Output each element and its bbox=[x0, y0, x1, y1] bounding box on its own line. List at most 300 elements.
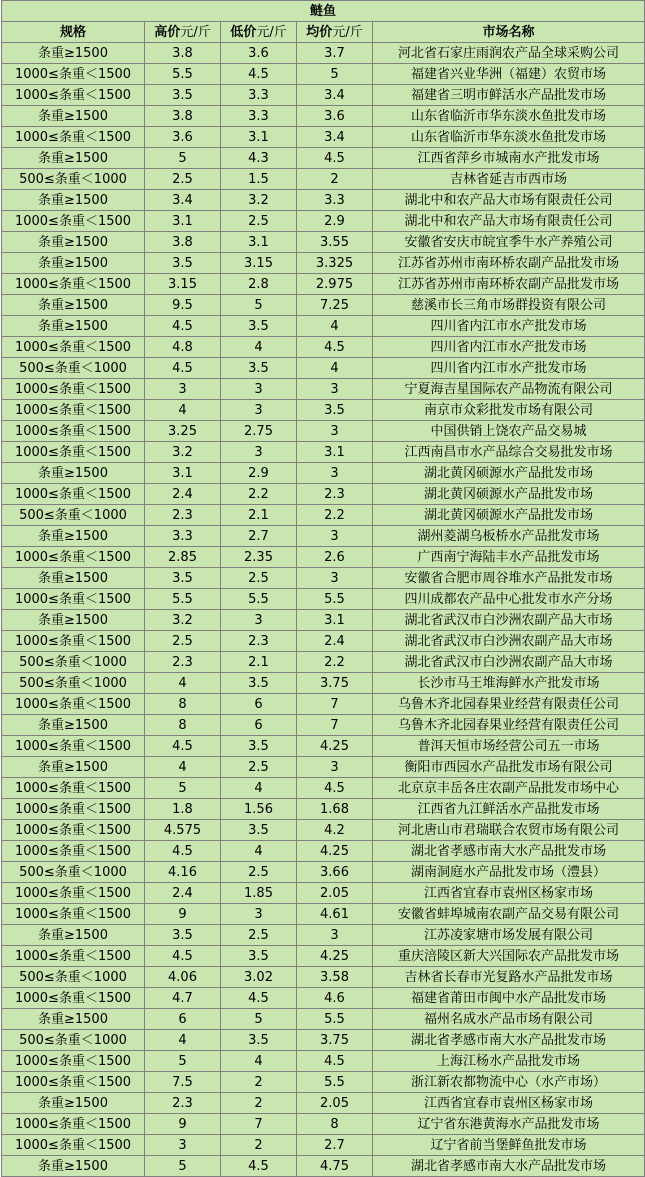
avg-price-cell: 3.3 bbox=[297, 190, 373, 211]
market-cell: 江西省宜春市袁州区杨家市场 bbox=[373, 1093, 645, 1114]
low-price-cell: 3 bbox=[221, 904, 297, 925]
high-price-cell: 5 bbox=[145, 778, 221, 799]
table-row bbox=[2, 589, 645, 610]
high-price-cell: 6 bbox=[145, 1009, 221, 1030]
table-row bbox=[2, 736, 645, 757]
market-cell: 湖北中和农产品大市场有限责任公司 bbox=[373, 211, 645, 232]
spec-cell: 1000≤条重＜1500 bbox=[2, 589, 145, 610]
spec-cell: 1000≤条重＜1500 bbox=[2, 1051, 145, 1072]
low-price-cell: 4.5 bbox=[221, 64, 297, 85]
low-price-cell: 5.5 bbox=[221, 589, 297, 610]
low-price-cell: 3.1 bbox=[221, 232, 297, 253]
low-price-cell: 2.9 bbox=[221, 463, 297, 484]
spec-cell: 1000≤条重＜1500 bbox=[2, 631, 145, 652]
high-price-cell: 3.8 bbox=[145, 106, 221, 127]
market-cell: 山东省临沂市华东淡水鱼批发市场 bbox=[373, 106, 645, 127]
market-cell: 湖州菱湖乌板桥水产品批发市场 bbox=[373, 526, 645, 547]
low-price-cell: 3.5 bbox=[221, 358, 297, 379]
high-price-cell: 4 bbox=[145, 757, 221, 778]
low-price-cell: 1.5 bbox=[221, 169, 297, 190]
high-price-cell: 8 bbox=[145, 715, 221, 736]
low-price-cell: 2.5 bbox=[221, 757, 297, 778]
market-cell: 衡阳市西园水产品批发市场有限公司 bbox=[373, 757, 645, 778]
table-row bbox=[2, 862, 645, 883]
high-price-cell: 4 bbox=[145, 400, 221, 421]
high-price-cell: 2.4 bbox=[145, 883, 221, 904]
low-price-cell: 2.8 bbox=[221, 274, 297, 295]
table-row bbox=[2, 253, 645, 274]
market-cell: 福州名成水产品市场有限公司 bbox=[373, 1009, 645, 1030]
low-price-cell: 2.5 bbox=[221, 862, 297, 883]
avg-price-cell: 2.4 bbox=[297, 631, 373, 652]
market-cell: 辽宁省东港黄海水产品批发市场 bbox=[373, 1114, 645, 1135]
table-row bbox=[2, 799, 645, 820]
market-cell: 安徽省蚌埠城南农副产品交易有限公司 bbox=[373, 904, 645, 925]
header-spec-label: 规格 bbox=[59, 24, 86, 40]
high-price-cell: 9 bbox=[145, 904, 221, 925]
table-row bbox=[2, 820, 645, 841]
low-price-cell: 2.7 bbox=[221, 526, 297, 547]
avg-price-cell: 3.75 bbox=[297, 673, 373, 694]
low-price-cell: 3 bbox=[221, 442, 297, 463]
header-high-price bbox=[145, 22, 221, 43]
low-price-cell: 2 bbox=[221, 1072, 297, 1093]
market-cell: 江西省宜春市袁州区杨家市场 bbox=[373, 883, 645, 904]
spec-cell: 条重≥1500 bbox=[2, 1156, 145, 1177]
high-price-cell: 4.8 bbox=[145, 337, 221, 358]
low-price-cell: 3.3 bbox=[221, 85, 297, 106]
avg-price-cell: 4.6 bbox=[297, 988, 373, 1009]
high-price-cell: 3.2 bbox=[145, 610, 221, 631]
table-row bbox=[2, 463, 645, 484]
high-price-cell: 9.5 bbox=[145, 295, 221, 316]
avg-price-cell: 2 bbox=[297, 169, 373, 190]
avg-price-cell: 2.05 bbox=[297, 883, 373, 904]
spec-cell: 条重≥1500 bbox=[2, 148, 145, 169]
avg-price-cell: 3 bbox=[297, 379, 373, 400]
avg-price-cell: 4.25 bbox=[297, 841, 373, 862]
market-cell: 吉林省长春市光复路水产品批发市场 bbox=[373, 967, 645, 988]
high-price-cell: 4.5 bbox=[145, 358, 221, 379]
high-price-cell: 5 bbox=[145, 1156, 221, 1177]
spec-cell: 1000≤条重＜1500 bbox=[2, 904, 145, 925]
spec-cell: 1000≤条重＜1500 bbox=[2, 1135, 145, 1156]
high-price-cell: 3.4 bbox=[145, 190, 221, 211]
table-row bbox=[2, 694, 645, 715]
market-cell: 山东省临沂市华东淡水鱼批发市场 bbox=[373, 127, 645, 148]
header-row bbox=[2, 22, 645, 43]
spec-cell: 条重≥1500 bbox=[2, 610, 145, 631]
spec-cell: 1000≤条重＜1500 bbox=[2, 988, 145, 1009]
table-row bbox=[2, 1030, 645, 1051]
market-cell: 慈溪市长三角市场群投资有限公司 bbox=[373, 295, 645, 316]
avg-price-cell: 5 bbox=[297, 64, 373, 85]
market-cell: 湖北省武汉市白沙洲农副产品大市场 bbox=[373, 610, 645, 631]
table-row bbox=[2, 547, 645, 568]
market-cell: 广西南宁海陆丰水产品批发市场 bbox=[373, 547, 645, 568]
low-price-cell: 3.5 bbox=[221, 820, 297, 841]
low-price-cell: 6 bbox=[221, 694, 297, 715]
table-row bbox=[2, 610, 645, 631]
low-price-cell: 4.5 bbox=[221, 988, 297, 1009]
market-cell: 湖北省孝感市南大水产品批发市场 bbox=[373, 1156, 645, 1177]
table-row bbox=[2, 43, 645, 64]
high-price-cell: 3.5 bbox=[145, 925, 221, 946]
market-cell: 辽宁省前当堡鲜鱼批发市场 bbox=[373, 1135, 645, 1156]
market-cell: 安徽省合肥市周谷堆水产品批发市场 bbox=[373, 568, 645, 589]
high-price-cell: 3.1 bbox=[145, 463, 221, 484]
table-row bbox=[2, 526, 645, 547]
table-row bbox=[2, 64, 645, 85]
market-cell: 吉林省延吉市西市场 bbox=[373, 169, 645, 190]
title-row bbox=[2, 1, 645, 22]
market-cell: 湖北黄冈硕源水产品批发市场 bbox=[373, 505, 645, 526]
high-price-cell: 5.5 bbox=[145, 589, 221, 610]
market-cell: 湖北省孝感市南大水产品批发市场 bbox=[373, 841, 645, 862]
low-price-cell: 2.2 bbox=[221, 484, 297, 505]
low-price-cell: 3.3 bbox=[221, 106, 297, 127]
header-avg-label: 均价 bbox=[306, 24, 333, 40]
low-price-cell: 4 bbox=[221, 841, 297, 862]
avg-price-cell: 4.5 bbox=[297, 148, 373, 169]
avg-price-cell: 3 bbox=[297, 757, 373, 778]
low-price-cell: 2.35 bbox=[221, 547, 297, 568]
high-price-cell: 4.5 bbox=[145, 946, 221, 967]
low-price-cell: 3.5 bbox=[221, 1030, 297, 1051]
high-price-cell: 3.5 bbox=[145, 253, 221, 274]
avg-price-cell: 3.75 bbox=[297, 1030, 373, 1051]
price-table bbox=[1, 0, 645, 1177]
table-row bbox=[2, 127, 645, 148]
high-price-cell: 3.5 bbox=[145, 85, 221, 106]
avg-price-cell: 2.6 bbox=[297, 547, 373, 568]
spec-cell: 1000≤条重＜1500 bbox=[2, 337, 145, 358]
table-row bbox=[2, 715, 645, 736]
low-price-cell: 2 bbox=[221, 1135, 297, 1156]
market-cell: 福建省三明市鲜活水产品批发市场 bbox=[373, 85, 645, 106]
spec-cell: 1000≤条重＜1500 bbox=[2, 64, 145, 85]
table-row bbox=[2, 652, 645, 673]
table-row bbox=[2, 1072, 645, 1093]
table-row bbox=[2, 295, 645, 316]
market-cell: 北京京丰岳各庄农副产品批发市场中心 bbox=[373, 778, 645, 799]
avg-price-cell: 8 bbox=[297, 1114, 373, 1135]
market-cell: 江西南昌市水产品综合交易批发市场 bbox=[373, 442, 645, 463]
high-price-cell: 4 bbox=[145, 673, 221, 694]
spec-cell: 条重≥1500 bbox=[2, 526, 145, 547]
avg-price-cell: 3.325 bbox=[297, 253, 373, 274]
avg-price-cell: 4.5 bbox=[297, 778, 373, 799]
low-price-cell: 2.1 bbox=[221, 505, 297, 526]
low-price-cell: 2.5 bbox=[221, 568, 297, 589]
avg-price-cell: 4 bbox=[297, 358, 373, 379]
market-cell: 湖北省武汉市白沙洲农副产品大市场 bbox=[373, 652, 645, 673]
header-market bbox=[373, 22, 645, 43]
market-cell: 四川省内江市水产批发市场 bbox=[373, 316, 645, 337]
table-row bbox=[2, 988, 645, 1009]
avg-price-cell: 5.5 bbox=[297, 1072, 373, 1093]
spec-cell: 1000≤条重＜1500 bbox=[2, 442, 145, 463]
table-row bbox=[2, 484, 645, 505]
high-price-cell: 3 bbox=[145, 379, 221, 400]
high-price-cell: 3 bbox=[145, 1135, 221, 1156]
spec-cell: 1000≤条重＜1500 bbox=[2, 778, 145, 799]
table-row bbox=[2, 673, 645, 694]
table-row bbox=[2, 883, 645, 904]
market-cell: 四川省内江市水产批发市场 bbox=[373, 337, 645, 358]
low-price-cell: 2 bbox=[221, 1093, 297, 1114]
spec-cell: 500≤条重＜1000 bbox=[2, 673, 145, 694]
spec-cell: 500≤条重＜1000 bbox=[2, 1030, 145, 1051]
table-row bbox=[2, 1093, 645, 1114]
high-price-cell: 4.7 bbox=[145, 988, 221, 1009]
high-price-cell: 3.3 bbox=[145, 526, 221, 547]
high-price-cell: 3.6 bbox=[145, 127, 221, 148]
table-row bbox=[2, 358, 645, 379]
spec-cell: 1000≤条重＜1500 bbox=[2, 211, 145, 232]
high-price-cell: 8 bbox=[145, 694, 221, 715]
market-cell: 江苏凌家塘市场发展有限公司 bbox=[373, 925, 645, 946]
low-price-cell: 3.6 bbox=[221, 43, 297, 64]
low-price-cell: 3.5 bbox=[221, 316, 297, 337]
spec-cell: 500≤条重＜1000 bbox=[2, 169, 145, 190]
high-price-cell: 2.4 bbox=[145, 484, 221, 505]
market-cell: 湖北中和农产品大市场有限责任公司 bbox=[373, 190, 645, 211]
spec-cell: 500≤条重＜1000 bbox=[2, 967, 145, 988]
table-row bbox=[2, 946, 645, 967]
market-cell: 南京市众彩批发市场有限公司 bbox=[373, 400, 645, 421]
market-cell: 湖北黄冈硕源水产品批发市场 bbox=[373, 463, 645, 484]
high-price-cell: 4.16 bbox=[145, 862, 221, 883]
avg-price-cell: 2.7 bbox=[297, 1135, 373, 1156]
market-cell: 宁夏海吉星国际农产品物流有限公司 bbox=[373, 379, 645, 400]
avg-price-cell: 3.7 bbox=[297, 43, 373, 64]
high-price-cell: 3.25 bbox=[145, 421, 221, 442]
high-price-cell: 3.8 bbox=[145, 43, 221, 64]
market-cell: 江苏省苏州市南环桥农副产品批发市场 bbox=[373, 253, 645, 274]
table-row bbox=[2, 148, 645, 169]
high-price-cell: 3.5 bbox=[145, 568, 221, 589]
high-price-cell: 2.3 bbox=[145, 505, 221, 526]
low-price-cell: 3 bbox=[221, 400, 297, 421]
market-cell: 湖北黄冈硕源水产品批发市场 bbox=[373, 484, 645, 505]
market-cell: 福建省兴业华洲（福建）农贸市场 bbox=[373, 64, 645, 85]
table-row bbox=[2, 337, 645, 358]
high-price-cell: 3.1 bbox=[145, 211, 221, 232]
spec-cell: 1000≤条重＜1500 bbox=[2, 799, 145, 820]
avg-price-cell: 4.75 bbox=[297, 1156, 373, 1177]
spec-cell: 条重≥1500 bbox=[2, 568, 145, 589]
high-price-cell: 5.5 bbox=[145, 64, 221, 85]
high-price-cell: 3.2 bbox=[145, 442, 221, 463]
low-price-cell: 4 bbox=[221, 778, 297, 799]
avg-price-cell: 3 bbox=[297, 568, 373, 589]
spec-cell: 500≤条重＜1000 bbox=[2, 652, 145, 673]
spec-cell: 1000≤条重＜1500 bbox=[2, 1072, 145, 1093]
table-row bbox=[2, 211, 645, 232]
table-title: 鲢鱼 bbox=[2, 1, 645, 22]
low-price-cell: 4 bbox=[221, 337, 297, 358]
spec-cell: 500≤条重＜1000 bbox=[2, 358, 145, 379]
market-cell: 四川成都农产品中心批发市水产分场 bbox=[373, 589, 645, 610]
low-price-cell: 3.5 bbox=[221, 736, 297, 757]
avg-price-cell: 4.2 bbox=[297, 820, 373, 841]
avg-price-cell: 4.61 bbox=[297, 904, 373, 925]
avg-price-cell: 2.2 bbox=[297, 505, 373, 526]
market-cell: 长沙市马王堆海鲜水产批发市场 bbox=[373, 673, 645, 694]
avg-price-cell: 5.5 bbox=[297, 1009, 373, 1030]
high-price-cell: 4 bbox=[145, 1030, 221, 1051]
spec-cell: 1000≤条重＜1500 bbox=[2, 127, 145, 148]
high-price-cell: 2.5 bbox=[145, 631, 221, 652]
avg-price-cell: 7 bbox=[297, 715, 373, 736]
avg-price-cell: 7.25 bbox=[297, 295, 373, 316]
table-row bbox=[2, 967, 645, 988]
high-price-cell: 5 bbox=[145, 148, 221, 169]
table-row bbox=[2, 841, 645, 862]
high-price-cell: 3.15 bbox=[145, 274, 221, 295]
market-cell: 乌鲁木齐北园春果业经营有限责任公司 bbox=[373, 694, 645, 715]
high-price-cell: 4.575 bbox=[145, 820, 221, 841]
spec-cell: 500≤条重＜1000 bbox=[2, 505, 145, 526]
header-low-label: 低价 bbox=[230, 24, 257, 40]
spec-cell: 条重≥1500 bbox=[2, 190, 145, 211]
table-row bbox=[2, 1051, 645, 1072]
avg-price-cell: 5.5 bbox=[297, 589, 373, 610]
spec-cell: 条重≥1500 bbox=[2, 1093, 145, 1114]
avg-price-cell: 3 bbox=[297, 526, 373, 547]
avg-price-cell: 2.9 bbox=[297, 211, 373, 232]
high-price-cell: 5 bbox=[145, 1051, 221, 1072]
low-price-cell: 4.3 bbox=[221, 148, 297, 169]
market-cell: 上海江杨水产品批发市场 bbox=[373, 1051, 645, 1072]
avg-price-cell: 2.2 bbox=[297, 652, 373, 673]
high-price-cell: 7.5 bbox=[145, 1072, 221, 1093]
table-row bbox=[2, 379, 645, 400]
table-row bbox=[2, 1009, 645, 1030]
spec-cell: 条重≥1500 bbox=[2, 295, 145, 316]
spec-cell: 1000≤条重＜1500 bbox=[2, 484, 145, 505]
table-body bbox=[2, 43, 645, 1177]
high-price-cell: 4.5 bbox=[145, 841, 221, 862]
avg-price-cell: 2.05 bbox=[297, 1093, 373, 1114]
avg-price-cell: 1.68 bbox=[297, 799, 373, 820]
table-row bbox=[2, 505, 645, 526]
low-price-cell: 3.5 bbox=[221, 673, 297, 694]
table-row bbox=[2, 757, 645, 778]
avg-price-cell: 7 bbox=[297, 694, 373, 715]
low-price-cell: 3.02 bbox=[221, 967, 297, 988]
table-row bbox=[2, 232, 645, 253]
low-price-cell: 1.85 bbox=[221, 883, 297, 904]
market-cell: 湖北省武汉市白沙洲农副产品大市场 bbox=[373, 631, 645, 652]
avg-price-cell: 3.58 bbox=[297, 967, 373, 988]
spec-cell: 1000≤条重＜1500 bbox=[2, 421, 145, 442]
market-cell: 江西省萍乡市城南水产批发市场 bbox=[373, 148, 645, 169]
market-cell: 河北唐山市君瑞联合农贸市场有限公司 bbox=[373, 820, 645, 841]
header-low-unit: 元/斤 bbox=[256, 24, 287, 40]
spec-cell: 500≤条重＜1000 bbox=[2, 862, 145, 883]
spec-cell: 1000≤条重＜1500 bbox=[2, 883, 145, 904]
header-market-label: 市场名称 bbox=[482, 24, 535, 40]
spec-cell: 条重≥1500 bbox=[2, 463, 145, 484]
table-row bbox=[2, 316, 645, 337]
avg-price-cell: 3.55 bbox=[297, 232, 373, 253]
high-price-cell: 2.3 bbox=[145, 652, 221, 673]
high-price-cell: 2.3 bbox=[145, 1093, 221, 1114]
avg-price-cell: 3.4 bbox=[297, 127, 373, 148]
market-cell: 江苏省苏州市南环桥农副产品批发市场 bbox=[373, 274, 645, 295]
table-row bbox=[2, 169, 645, 190]
market-cell: 湖南洞庭水产品批发市场（澧县） bbox=[373, 862, 645, 883]
avg-price-cell: 2.3 bbox=[297, 484, 373, 505]
table-row bbox=[2, 442, 645, 463]
avg-price-cell: 3.6 bbox=[297, 106, 373, 127]
avg-price-cell: 3.5 bbox=[297, 400, 373, 421]
low-price-cell: 3 bbox=[221, 610, 297, 631]
header-avg-price bbox=[297, 22, 373, 43]
avg-price-cell: 4.25 bbox=[297, 736, 373, 757]
avg-price-cell: 3.4 bbox=[297, 85, 373, 106]
market-cell: 普洱天恒市场经营公司五一市场 bbox=[373, 736, 645, 757]
table-row bbox=[2, 106, 645, 127]
spec-cell: 1000≤条重＜1500 bbox=[2, 946, 145, 967]
avg-price-cell: 4.5 bbox=[297, 337, 373, 358]
avg-price-cell: 3 bbox=[297, 421, 373, 442]
spec-cell: 条重≥1500 bbox=[2, 1009, 145, 1030]
spec-cell: 条重≥1500 bbox=[2, 43, 145, 64]
table-row bbox=[2, 1114, 645, 1135]
table-row bbox=[2, 1135, 645, 1156]
spec-cell: 条重≥1500 bbox=[2, 925, 145, 946]
spec-cell: 1000≤条重＜1500 bbox=[2, 547, 145, 568]
avg-price-cell: 3 bbox=[297, 925, 373, 946]
spec-cell: 1000≤条重＜1500 bbox=[2, 820, 145, 841]
table-row bbox=[2, 925, 645, 946]
low-price-cell: 3.1 bbox=[221, 127, 297, 148]
avg-price-cell: 3.66 bbox=[297, 862, 373, 883]
market-cell: 湖北省孝感市南大水产品批发市场 bbox=[373, 1030, 645, 1051]
spec-cell: 条重≥1500 bbox=[2, 757, 145, 778]
low-price-cell: 2.5 bbox=[221, 211, 297, 232]
table-row bbox=[2, 190, 645, 211]
low-price-cell: 4.5 bbox=[221, 1156, 297, 1177]
avg-price-cell: 4.25 bbox=[297, 946, 373, 967]
spec-cell: 1000≤条重＜1500 bbox=[2, 841, 145, 862]
high-price-cell: 4.5 bbox=[145, 736, 221, 757]
market-cell: 福建省莆田市闽中水产品批发市场 bbox=[373, 988, 645, 1009]
low-price-cell: 4 bbox=[221, 1051, 297, 1072]
avg-price-cell: 3 bbox=[297, 463, 373, 484]
table-row bbox=[2, 274, 645, 295]
low-price-cell: 2.75 bbox=[221, 421, 297, 442]
table-row bbox=[2, 85, 645, 106]
spec-cell: 条重≥1500 bbox=[2, 232, 145, 253]
table-row bbox=[2, 400, 645, 421]
table-row bbox=[2, 1156, 645, 1177]
low-price-cell: 6 bbox=[221, 715, 297, 736]
market-cell: 乌鲁木齐北园春果业经营有限责任公司 bbox=[373, 715, 645, 736]
header-high-label: 高价 bbox=[154, 24, 181, 40]
spec-cell: 1000≤条重＜1500 bbox=[2, 1114, 145, 1135]
low-price-cell: 1.56 bbox=[221, 799, 297, 820]
market-cell: 江西省九江鲜活水产品批发市场 bbox=[373, 799, 645, 820]
table-row bbox=[2, 778, 645, 799]
high-price-cell: 4.06 bbox=[145, 967, 221, 988]
avg-price-cell: 3.1 bbox=[297, 610, 373, 631]
header-avg-unit: 元/斤 bbox=[332, 24, 363, 40]
high-price-cell: 2.85 bbox=[145, 547, 221, 568]
